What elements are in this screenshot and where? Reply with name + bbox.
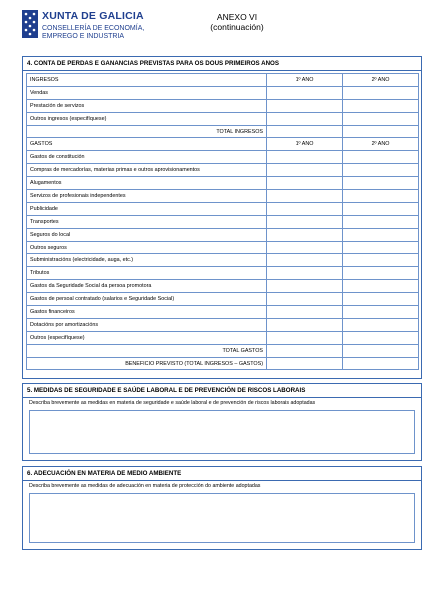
year-1-input[interactable] [267, 125, 343, 138]
table-row [27, 99, 419, 112]
year-2-input[interactable] [343, 202, 419, 215]
section-6-description: Describa brevemente as medidas de adecuación en materia de protección do ambiente adoptadas [29, 483, 261, 489]
table-row [27, 151, 419, 164]
total-expenses-row [27, 344, 419, 357]
row-label: Transportes [27, 215, 267, 228]
income-header-row [27, 74, 419, 87]
table-row [27, 177, 419, 190]
year-1-input[interactable] [267, 241, 343, 254]
year-1-input[interactable] [267, 228, 343, 241]
income-header: INGRESOS [27, 74, 267, 87]
expenses-header-row [27, 138, 419, 151]
year-1-input[interactable] [267, 151, 343, 164]
year-2-input[interactable] [343, 344, 419, 357]
section-4-title: 4. CONTA DE PERDAS E GANANCIAS PREVISTAS PARA OS DOUS PRIMEIROS ANOS [23, 57, 421, 71]
year-2-input[interactable] [343, 164, 419, 177]
year-1-input[interactable] [267, 164, 343, 177]
department-line-1: CONSELLERÍA DE ECONOMÍA, [42, 25, 145, 32]
year-1-input[interactable] [267, 190, 343, 203]
row-label: Outros ingresos (especifíquese) [27, 112, 267, 125]
year-2-input[interactable] [343, 254, 419, 267]
year-2-input[interactable] [343, 293, 419, 306]
table-row [27, 112, 419, 125]
year-2-input[interactable] [343, 215, 419, 228]
table-row [27, 280, 419, 293]
row-label: Outros seguros [27, 241, 267, 254]
row-label: Gastos financeiros [27, 306, 267, 319]
year-1-input[interactable] [267, 344, 343, 357]
year-2-input[interactable] [343, 151, 419, 164]
annex-subtitle: (continuación) [210, 22, 264, 32]
year-2-input[interactable] [343, 99, 419, 112]
year-1-input[interactable] [267, 202, 343, 215]
year-2-input[interactable] [343, 280, 419, 293]
table-row [27, 306, 419, 319]
table-row [27, 190, 419, 203]
table-row [27, 241, 419, 254]
profit-loss-table [26, 73, 419, 370]
year-1-input[interactable] [267, 215, 343, 228]
row-label: Gastos de constitución [27, 151, 267, 164]
table-row [27, 254, 419, 267]
row-label: Subministracións (electricidade, auga, etc.) [27, 254, 267, 267]
annex-title: ANEXO VI [216, 12, 258, 22]
row-label: Publicidade [27, 202, 267, 215]
year-1-header: 1º ANO [267, 138, 343, 151]
table-row [27, 331, 419, 344]
row-label: Outros (especifíquese) [27, 331, 267, 344]
table-row [27, 86, 419, 99]
year-1-input[interactable] [267, 267, 343, 280]
year-1-input[interactable] [267, 357, 343, 370]
table-row [27, 293, 419, 306]
table-row [27, 202, 419, 215]
year-2-input[interactable] [343, 86, 419, 99]
year-2-input[interactable] [343, 228, 419, 241]
row-label: Servizos de profesionais independentes [27, 190, 267, 203]
year-2-input[interactable] [343, 177, 419, 190]
year-2-header: 2º ANO [343, 74, 419, 87]
expenses-header: GASTOS [27, 138, 267, 151]
table-row [27, 228, 419, 241]
year-1-input[interactable] [267, 293, 343, 306]
year-1-input[interactable] [267, 331, 343, 344]
year-1-input[interactable] [267, 99, 343, 112]
year-2-input[interactable] [343, 318, 419, 331]
table-row [27, 164, 419, 177]
section-5-title: 5. MEDIDAS DE SEGURIDADE E SAÚDE LABORAL E DE PREVENCIÓN DE RISCOS LABORAIS [23, 384, 421, 398]
year-1-input[interactable] [267, 112, 343, 125]
year-2-input[interactable] [343, 241, 419, 254]
total-income-label: TOTAL INGRESOS [27, 125, 267, 138]
year-2-input[interactable] [343, 331, 419, 344]
table-row [27, 318, 419, 331]
xunta-logo-icon [22, 10, 38, 38]
year-2-input[interactable] [343, 357, 419, 370]
year-1-header: 1º ANO [267, 74, 343, 87]
row-label: Vendas [27, 86, 267, 99]
department-line-2: EMPREGO E INDUSTRIA [42, 33, 125, 40]
profit-loss-section [22, 56, 422, 379]
section-5-description: Describa brevemente as medidas en materia de seguridade e saúde laboral e de prevención de riscos laborais adoptadas [29, 400, 316, 406]
year-1-input[interactable] [267, 280, 343, 293]
row-label: Dotacións por amortizacións [27, 318, 267, 331]
environment-measures-textarea[interactable] [29, 493, 415, 543]
year-1-input[interactable] [267, 318, 343, 331]
row-label: Prestación de servizos [27, 99, 267, 112]
year-1-input[interactable] [267, 86, 343, 99]
year-1-input[interactable] [267, 177, 343, 190]
safety-measures-textarea[interactable] [29, 410, 415, 454]
section-6-title: 6. ADECUACIÓN EN MATERIA DE MEDIO AMBIENTE [23, 467, 421, 481]
profit-row [27, 357, 419, 370]
safety-section [22, 383, 422, 461]
row-label: Compras de mercadorías, materias primas e outros aprovisionamentos [27, 164, 267, 177]
table-row [27, 267, 419, 280]
document-header [22, 8, 422, 56]
row-label: Gastos da Seguridade Social da persoa promotora [27, 280, 267, 293]
row-label: Tributos [27, 267, 267, 280]
row-label: Gastos de persoal contratado (salarios e Seguridade Social) [27, 293, 267, 306]
year-1-input[interactable] [267, 306, 343, 319]
environment-section [22, 466, 422, 550]
annex-heading [197, 12, 277, 32]
year-2-input[interactable] [343, 267, 419, 280]
year-1-input[interactable] [267, 254, 343, 267]
year-2-input[interactable] [343, 190, 419, 203]
total-expenses-label: TOTAL GASTOS [27, 344, 267, 357]
row-label: Alugamentos [27, 177, 267, 190]
year-2-input[interactable] [343, 306, 419, 319]
profit-label: BENEFICIO PREVISTO (TOTAL INGRESOS – GASTOS) [27, 357, 267, 370]
year-2-input[interactable] [343, 112, 419, 125]
org-name: XUNTA DE GALICIA [42, 10, 144, 22]
year-2-input[interactable] [343, 125, 419, 138]
year-2-header: 2º ANO [343, 138, 419, 151]
total-income-row [27, 125, 419, 138]
row-label: Seguros do local [27, 228, 267, 241]
table-row [27, 215, 419, 228]
